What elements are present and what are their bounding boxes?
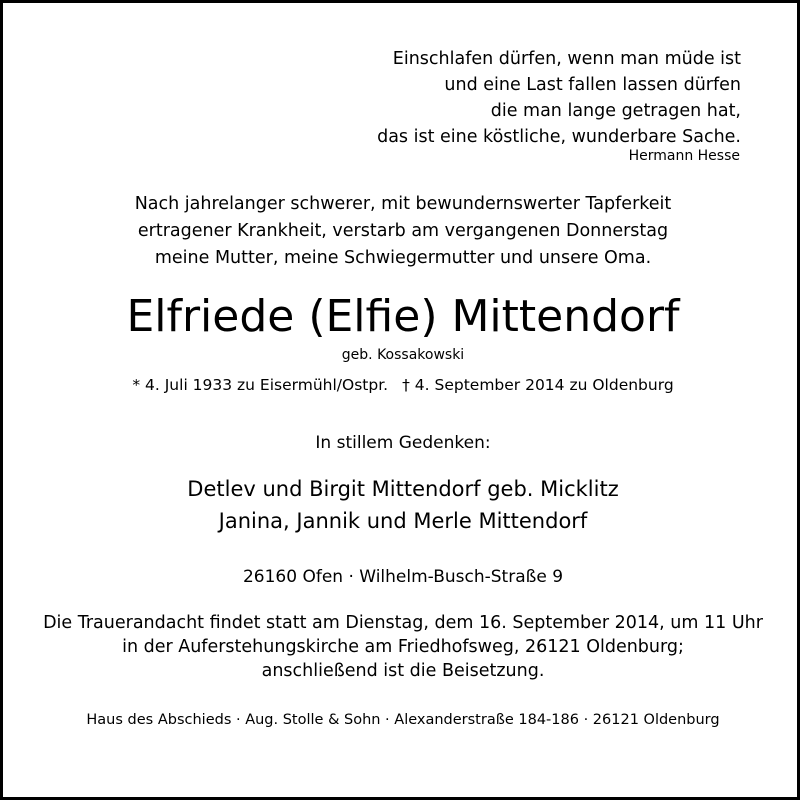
deceased-name: Elfriede (Elfie) Mittendorf: [126, 291, 680, 342]
service-line: Die Trauerandacht findet statt am Dienstag, dem 16. September 2014, um 11 Uhr: [43, 613, 763, 633]
life-dates: [3, 375, 800, 395]
announcement-line: meine Mutter, meine Schwiegermutter und unsere Oma.: [154, 248, 652, 268]
remembrance-heading: In stillem Gedenken:: [315, 433, 491, 453]
mourners: [3, 473, 800, 537]
death-announcement: [3, 191, 800, 272]
poem-author: Hermann Hesse: [628, 148, 740, 164]
mourner-line: Detlev und Birgit Mittendorf geb. Micklitz: [187, 477, 619, 501]
service-line: in der Auferstehungskirche am Friedhofsweg, 26121 Oldenburg;: [122, 637, 684, 657]
service-line: anschließend ist die Beisetzung.: [261, 661, 545, 681]
announcement-line: Nach jahrelanger schwerer, mit bewundernswerter Tapferkeit: [134, 194, 672, 214]
poem-line: Einschlafen dürfen, wenn man müde ist: [392, 49, 741, 69]
poem-line: und eine Last fallen lassen dürfen: [444, 75, 741, 95]
family-address: 26160 Ofen · Wilhelm-Busch-Straße 9: [242, 567, 564, 587]
funeral-home-line: Haus des Abschieds · Aug. Stolle & Sohn · Alexanderstraße 184-186 · 26121 Oldenburg: [86, 712, 720, 728]
death-date: † 4. September 2014 zu Oldenburg: [402, 376, 674, 394]
birth-date: * 4. Juli 1933 zu Eisermühl/Ostpr.: [132, 376, 389, 394]
mourner-line: Janina, Jannik und Merle Mittendorf: [218, 509, 588, 533]
poem-line: die man lange getragen hat,: [490, 101, 741, 121]
service-details: [3, 611, 800, 683]
announcement-line: ertragener Krankheit, verstarb am vergangenen Donnerstag: [137, 221, 669, 241]
poem-line: das ist eine köstliche, wunderbare Sache.: [377, 127, 741, 147]
poem: [261, 46, 741, 150]
maiden-name: geb. Kossakowski: [341, 347, 465, 363]
